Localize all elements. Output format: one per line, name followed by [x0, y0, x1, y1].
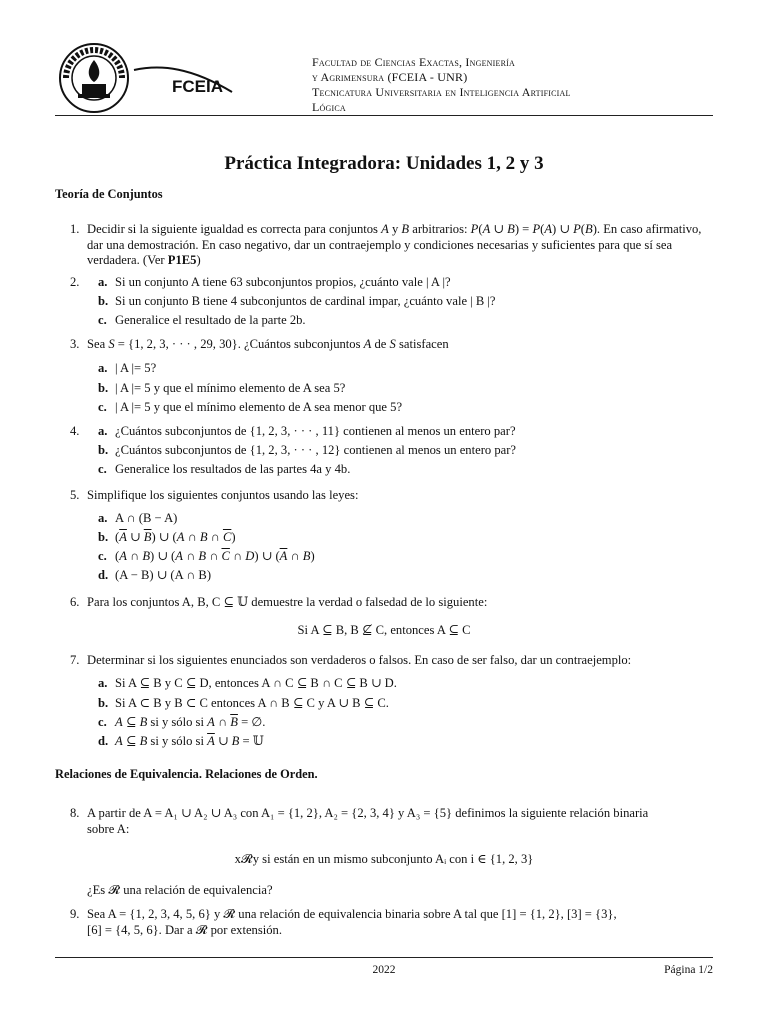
- item-text: | A |= 5?: [115, 361, 157, 375]
- item-text: | A |= 5 y que el mínimo elemento de A sea 5?: [115, 381, 346, 395]
- item-label: a.: [98, 424, 108, 438]
- item-text: A ⊆ B si y sólo si $\overline{A}$ ∪ B = 𝕌: [115, 734, 264, 748]
- question-3b: [98, 381, 713, 397]
- item-label: b.: [98, 696, 109, 710]
- question-5d: [98, 568, 713, 584]
- question-number: 5.: [70, 488, 80, 502]
- fceia-logo-text: FCEIA: [172, 77, 223, 96]
- item-label: a.: [98, 361, 108, 375]
- item-text: Generalice el resultado de la parte 2b.: [115, 313, 306, 327]
- question-6: [70, 595, 715, 611]
- item-text: (A − B) ∪ (A ∩ B): [115, 568, 212, 582]
- question-8-line-3: ¿Es 𝓡 una relación de equivalencia?: [87, 883, 273, 897]
- item-label: a.: [98, 511, 108, 525]
- item-label: c.: [98, 549, 107, 563]
- question-5a: [98, 511, 713, 527]
- question-6-text: Para los conjuntos A, B, C ⊆ 𝕌 demuestre la verdad o falsedad de lo siguiente:: [87, 595, 488, 609]
- question-number: 8.: [70, 806, 80, 820]
- question-5: [70, 488, 715, 504]
- university-seal: [58, 42, 130, 114]
- item-label: b.: [98, 530, 109, 544]
- item-label: d.: [98, 568, 109, 582]
- item-text: ¿Cuántos subconjuntos de {1, 2, 3, · · · , 11} contienen al menos un entero par?: [115, 424, 516, 438]
- item-text: | A |= 5 y que el mínimo elemento de A sea menor que 5?: [115, 400, 403, 414]
- item-label: b.: [98, 381, 109, 395]
- header-line-2: y Agrimensura (FCEIA - UNR): [312, 70, 468, 84]
- item-label: a.: [98, 275, 108, 289]
- question-number: 2.: [70, 275, 80, 289]
- question-2c: [98, 313, 713, 329]
- header-text: [312, 55, 571, 115]
- question-7d: [98, 734, 713, 750]
- item-text: Si un conjunto B tiene 4 subconjuntos de cardinal impar, ¿cuánto vale | B |?: [115, 294, 496, 308]
- item-label: d.: [98, 734, 109, 748]
- item-text: A ∩ (B − A): [115, 511, 178, 525]
- question-number: 6.: [70, 595, 80, 609]
- item-text: A ⊆ B si y sólo si A ∩ $\overline{B}$ = ∅.: [115, 715, 266, 729]
- question-3-text: Sea S = {1, 2, 3, · · · , 29, 30}. ¿Cuántos subconjuntos A de S satisfacen: [87, 337, 449, 351]
- header-rule: [55, 115, 713, 116]
- header-line-4: Lógica: [312, 100, 346, 114]
- item-text: Si A ⊂ B y B ⊂ C entonces A ∩ B ⊆ C y A ∪ B ⊆ C.: [115, 696, 389, 710]
- question-8-line-2: sobre A:: [87, 822, 130, 836]
- item-text: ($\overline{A}$ ∪ $\overline{B}$) ∪ (A ∩ B ∩ $\overline{C}$): [115, 530, 236, 544]
- question-7b: [98, 696, 713, 712]
- item-label: c.: [98, 400, 107, 414]
- question-2b: [98, 294, 713, 310]
- question-8-question: [70, 883, 715, 899]
- item-text: ¿Cuántos subconjuntos de {1, 2, 3, · · · , 12} contienen al menos un entero par?: [115, 443, 517, 457]
- question-4a: [98, 424, 713, 440]
- question-1: [70, 222, 715, 267]
- question-3a: [98, 361, 713, 377]
- item-label: b.: [98, 443, 109, 457]
- question-3c: [98, 400, 713, 416]
- section-heading-relations: Relaciones de Equivalencia. Relaciones de Orden.: [55, 767, 318, 781]
- item-text: Generalice los resultados de las partes 4a y 4b.: [115, 462, 351, 476]
- question-number: 1.: [70, 222, 80, 236]
- header-line-3: Tecnicatura Universitaria en Inteligencia Artificial: [312, 85, 571, 99]
- question-3: [70, 337, 715, 353]
- question-8: [70, 806, 715, 838]
- question-5c: [98, 549, 713, 565]
- item-label: c.: [98, 313, 107, 327]
- question-7: [70, 653, 715, 669]
- question-number: 7.: [70, 653, 80, 667]
- question-9: [70, 907, 715, 939]
- footer-rule: [55, 957, 713, 958]
- question-8-relation: x𝓡y si están en un mismo subconjunto Aᵢ con i ∈ {1, 2, 3}: [234, 852, 534, 866]
- question-number: 3.: [70, 337, 80, 351]
- question-6-statement: Si A ⊆ B, B ⊈ C, entonces A ⊆ C: [297, 623, 471, 637]
- item-text: Si un conjunto A tiene 63 subconjuntos propios, ¿cuánto vale | A |?: [115, 275, 451, 289]
- question-7c: [98, 715, 713, 731]
- item-label: c.: [98, 715, 107, 729]
- question-7-text: Determinar si los siguientes enunciados son verdaderos o falsos. En caso de ser falso, dar un contraejemplo:: [87, 653, 632, 667]
- footer-year: 2022: [372, 964, 396, 976]
- page-number: Página 1/2: [664, 964, 713, 976]
- question-1-text: Decidir si la siguiente igualdad es correcta para conjuntos A y B arbitrarios: P(A ∪ B) = P(A) ∪ P(B). En caso afirmativo, dar una demostración. En caso negativo, dar un contraejemplo y condiciones necesarias y suficientes para que sí sea verdadera. (Ver P1E5): [87, 222, 702, 268]
- question-9-line-2: [6] = {4, 5, 6}. Dar a 𝓡 por extensión.: [87, 923, 282, 937]
- question-5b: [98, 530, 713, 546]
- section-heading-sets: Teoría de Conjuntos: [55, 187, 163, 201]
- item-text: (A ∩ B) ∪ (A ∩ B ∩ $\overline{C}$ ∩ D) ∪ ($\overline{A}$ ∩ B): [115, 549, 315, 563]
- question-2a: [98, 275, 713, 291]
- item-text: Si A ⊆ B y C ⊆ D, entonces A ∩ C ⊆ B ∩ C ⊆ B ∪ D.: [115, 676, 397, 690]
- question-7a: [98, 676, 713, 692]
- item-label: a.: [98, 676, 108, 690]
- question-8-line-1: A partir de A = A₁ ∪ A₂ ∪ A₃ con A₁ = {1, 2}, A₂ = {2, 3, 4} y A₃ = {5} definimos la siguiente relación binaria: [87, 806, 649, 820]
- question-number: 4.: [70, 424, 80, 438]
- question-number: 9.: [70, 907, 80, 921]
- question-9-line-1: Sea A = {1, 2, 3, 4, 5, 6} y 𝓡 una relación de equivalencia binaria sobre A tal que [1] = {1, 2}, [3] = {3},: [87, 907, 617, 921]
- question-5-text: Simplifique los siguientes conjuntos usando las leyes:: [87, 488, 359, 502]
- question-4b: [98, 443, 713, 459]
- item-label: c.: [98, 462, 107, 476]
- fceia-logo: [132, 62, 242, 102]
- item-label: b.: [98, 294, 109, 308]
- question-4c: [98, 462, 713, 478]
- page-title: Práctica Integradora: Unidades 1, 2 y 3: [224, 153, 544, 174]
- header-line-1: Facultad de Ciencias Exactas, Ingeniería: [312, 55, 515, 69]
